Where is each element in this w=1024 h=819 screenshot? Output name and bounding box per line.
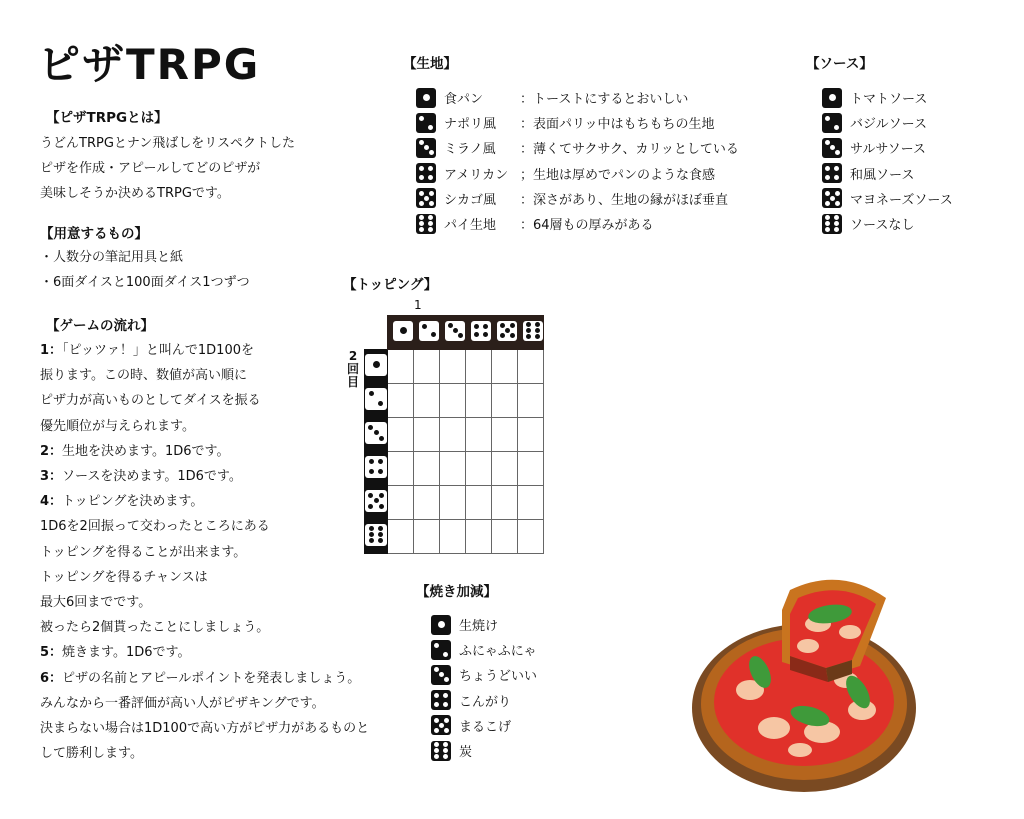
cheese-blob [839,625,861,639]
about-text [40,131,295,207]
die-pip [369,469,374,474]
die-pip [428,175,433,180]
die-pip [825,215,830,220]
flow-line: して勝利します。 [40,746,143,762]
needs-item: ・人数分の筆記用具と紙 [40,250,184,265]
die-pip [379,493,384,498]
die-pip [434,702,439,707]
die-5-icon [431,715,451,735]
round2-label: 2回目 [346,349,359,389]
die-pip [438,621,445,628]
topping-cell[interactable] [492,350,518,384]
die-pip [419,191,424,196]
topping-cell[interactable] [414,520,440,554]
row-header [365,384,388,418]
die-pip [428,125,433,130]
die-pip [510,323,515,328]
die-pip [526,334,531,339]
flow-line: みんなから一番評価が高い人がピザキングです。 [40,695,325,711]
die-pip [458,333,463,338]
die-pip [434,754,439,759]
die-4-icon [431,690,451,710]
die-pip [834,215,839,220]
die-pip [379,504,384,509]
die-pip [378,526,383,531]
die-pip [374,430,379,435]
topping-cell[interactable] [466,418,492,452]
row-header [365,520,388,554]
die-pip [829,94,836,101]
die-pip [825,140,830,145]
die-pip [830,196,835,201]
die-pip [505,328,510,333]
flow-line: 2：生地を決めます。1D6です。 [40,443,230,459]
die-2-icon [431,640,451,660]
bake-item: 生焼け [431,612,537,637]
die-pip [368,493,373,498]
die-pip [835,150,840,155]
topping-cell[interactable] [414,418,440,452]
table-row [365,452,544,486]
topping-cell[interactable] [492,486,518,520]
die-pip [369,391,374,396]
die-pip [422,324,427,329]
die-pip [369,526,374,531]
die-pip [825,166,830,171]
die-1-icon [431,615,451,635]
die-3-icon [822,138,842,158]
die-3-icon [431,665,451,685]
topping-cell[interactable] [492,452,518,486]
die-pip [439,723,444,728]
die-pip [825,175,830,180]
topping-cell[interactable] [518,520,544,554]
die-pip [378,538,383,543]
die-pip [431,332,436,337]
die-pip [448,323,453,328]
topping-cell[interactable] [414,452,440,486]
row-header [365,350,388,384]
die-pip [453,328,458,333]
toppings-table [364,315,544,554]
topping-cell[interactable] [440,486,466,520]
topping-cell[interactable] [440,418,466,452]
flow-line: 1D6を2回振って交わったところにある [40,519,270,535]
bake-list [431,612,537,763]
die-pip [834,166,839,171]
die-pip [500,323,505,328]
topping-cell[interactable] [388,520,414,554]
die-pip [443,754,448,759]
flow-line: 最大6回までです。 [40,595,152,611]
flow-steps [40,338,369,766]
topping-cell[interactable] [492,384,518,418]
die-1-icon [416,88,436,108]
flow-line: 被ったら2個貰ったことにしましょう。 [40,620,270,636]
die-pip [434,728,439,733]
topping-cell[interactable] [466,520,492,554]
die-5-icon [416,188,436,208]
table-row [365,384,544,418]
die-pip [378,459,383,464]
die-6-icon [416,214,436,234]
die-6-icon [365,524,387,546]
flow-line: ピザ力が高いものとしてダイスを振る [40,393,261,409]
die-pip [835,191,840,196]
col-header [518,316,544,350]
die-5-icon [365,490,387,512]
topping-cell[interactable] [492,520,518,554]
die-pip [419,116,424,121]
die-pip [439,672,444,677]
dough-item: ナポリ風 ：表面パリッ中はもちもちの生地 [416,110,739,135]
die-pip [419,215,424,220]
about-line: 美味しそうか決めるTRPGです。 [40,186,230,202]
topping-cell[interactable] [518,418,544,452]
die-pip [830,145,835,150]
game-title: ピザTRPG [38,40,261,89]
cheese-blob [758,717,790,739]
cheese-blob [788,743,812,757]
needs-heading: 【用意するもの】 [40,226,148,242]
die-pip [368,425,373,430]
die-pip [825,227,830,232]
die-pip [474,332,479,337]
topping-cell[interactable] [414,350,440,384]
die-pip [444,677,449,682]
die-pip [429,150,434,155]
die-3-icon [365,422,387,444]
flow-line: 4：トッピングを決めます。 [40,494,204,510]
sauce-heading: 【ソース】 [806,56,873,72]
die-pip [500,333,505,338]
die-pip [434,643,439,648]
col-header [414,316,440,350]
die-pip [429,201,434,206]
die-pip [834,227,839,232]
sauce-item: マヨネーズソース [822,186,953,211]
topping-cell[interactable] [492,418,518,452]
die-pip [535,328,540,333]
topping-cell[interactable] [440,384,466,418]
die-pip [526,322,531,327]
col-header [440,316,466,350]
flow-line: 優先順位が与えられます。 [40,418,195,434]
die-pip [834,221,839,226]
dough-heading: 【生地】 [403,56,457,72]
needs-item: ・6面ダイスと100面ダイス1つずつ [40,275,250,291]
die-4-icon [822,163,842,183]
die-pip [369,532,374,537]
col-header [492,316,518,350]
die-pip [424,145,429,150]
die-pip [434,718,439,723]
die-1-icon [365,354,387,376]
die-6-icon [523,321,543,341]
bake-heading: 【焼き加減】 [416,584,497,600]
die-pip [535,334,540,339]
cheese-blob [797,639,819,653]
die-pip [378,469,383,474]
table-row [365,350,544,384]
die-pip [825,116,830,121]
about-line: うどんTRPGとナン飛ばしをリスペクトした [40,136,295,151]
die-6-icon [822,214,842,234]
die-pip [419,140,424,145]
flow-line: トッピングを得るチャンスは [40,569,208,585]
flow-line: 決まらない場合は1D100で高い方がピザ力があるものと [40,721,370,737]
die-2-icon [416,113,436,133]
die-1-icon [393,321,413,341]
topping-cell[interactable] [440,452,466,486]
die-pip [428,227,433,232]
topping-cell[interactable] [518,384,544,418]
topping-cell[interactable] [440,520,466,554]
flow-line: 3：ソースを決めます。1D6です。 [40,469,242,485]
bake-item: まるこげ [431,713,537,738]
die-pip [419,221,424,226]
die-pip [526,328,531,333]
die-pip [379,436,384,441]
die-2-icon [419,321,439,341]
die-pip [443,652,448,657]
die-5-icon [497,321,517,341]
die-pip [434,742,439,747]
topping-cell[interactable] [414,486,440,520]
die-pip [434,667,439,672]
about-heading: 【ピザTRPGとは】 [46,110,168,126]
sauce-list [822,85,953,236]
die-pip [400,327,407,334]
die-pip [419,201,424,206]
topping-cell[interactable] [388,418,414,452]
topping-cell[interactable] [388,350,414,384]
sauce-item: トマトソース [822,85,953,110]
sauce-item: ソースなし [822,211,953,236]
topping-cell[interactable] [414,384,440,418]
die-pip [419,227,424,232]
topping-cell[interactable] [518,452,544,486]
topping-cell[interactable] [388,486,414,520]
pizza-illustration [690,570,925,800]
die-pip [483,332,488,337]
die-2-icon [365,388,387,410]
round1-label: 1 [414,298,422,312]
row-header [365,418,388,452]
die-pip [369,459,374,464]
die-pip [825,191,830,196]
die-pip [443,693,448,698]
sauce-item: バジルソース [822,110,953,135]
die-pip [373,361,380,368]
die-pip [429,191,434,196]
die-3-icon [445,321,465,341]
die-pip [825,221,830,226]
bake-item: ふにゃふにゃ [431,637,537,662]
die-pip [834,125,839,130]
sauce-item: サルサソース [822,135,953,160]
sauce-item: 和風ソース [822,161,953,186]
dough-item: 食パン ：トーストにするとおいしい [416,85,739,110]
die-pip [444,728,449,733]
flow-heading: 【ゲームの流れ】 [46,318,154,334]
die-4-icon [416,163,436,183]
about-line: ピザを作成・アピールしてどのピザが [40,161,261,177]
die-pip [834,175,839,180]
dough-item: アメリカン ；生地は厚めでパンのような食感 [416,161,739,186]
flow-line: トッピングを得ることが出来ます。 [40,544,247,560]
die-pip [510,333,515,338]
flow-line: 1：「ピッツァ！」と叫んで1D100を [40,343,254,358]
die-pip [474,324,479,329]
dough-item: シカゴ風 ：深さがあり、生地の縁がほぼ垂直 [416,186,739,211]
topping-cell[interactable] [518,350,544,384]
dough-item: パイ生地 ：64層もの厚みがある [416,211,739,236]
die-pip [419,166,424,171]
die-pip [825,201,830,206]
topping-cell[interactable] [388,384,414,418]
table-row [365,520,544,554]
topping-cell[interactable] [388,452,414,486]
col-header [388,316,414,350]
die-pip [444,718,449,723]
die-1-icon [822,88,842,108]
flow-line: 振ります。この時、数値が高い順に [40,368,247,384]
die-pip [424,196,429,201]
die-pip [374,498,379,503]
die-4-icon [471,321,491,341]
die-pip [434,748,439,753]
die-pip [428,215,433,220]
col-header [466,316,492,350]
needs-list [40,245,250,295]
die-pip [443,748,448,753]
die-pip [483,324,488,329]
die-3-icon [416,138,436,158]
die-pip [378,532,383,537]
dough-list [416,85,739,236]
die-pip [423,94,430,101]
topping-cell[interactable] [466,452,492,486]
topping-cell[interactable] [466,486,492,520]
row-header [365,452,388,486]
die-pip [535,322,540,327]
die-pip [443,742,448,747]
die-pip [835,201,840,206]
topping-cell[interactable] [518,486,544,520]
die-5-icon [822,188,842,208]
die-6-icon [431,741,451,761]
table-row [365,486,544,520]
topping-cell[interactable] [440,350,466,384]
die-pip [428,221,433,226]
die-pip [419,175,424,180]
die-pip [378,401,383,406]
flow-line: 6：ピザの名前とアピールポイントを発表しましょう。 [40,670,361,686]
toppings-heading: 【トッピング】 [343,277,438,293]
die-pip [369,538,374,543]
bake-item: こんがり [431,688,537,713]
flow-line: 5：焼きます。1D6です。 [40,645,191,661]
bake-item: 炭 [431,738,537,763]
die-4-icon [365,456,387,478]
table-row [365,418,544,452]
dough-item: ミラノ風 ：薄くてサクサク、カリッとしている [416,135,739,160]
die-2-icon [822,113,842,133]
topping-cell[interactable] [466,384,492,418]
die-pip [428,166,433,171]
row-header [365,486,388,520]
die-pip [434,693,439,698]
bake-item: ちょうどいい [431,662,537,687]
die-pip [368,504,373,509]
topping-cell[interactable] [466,350,492,384]
die-pip [443,702,448,707]
